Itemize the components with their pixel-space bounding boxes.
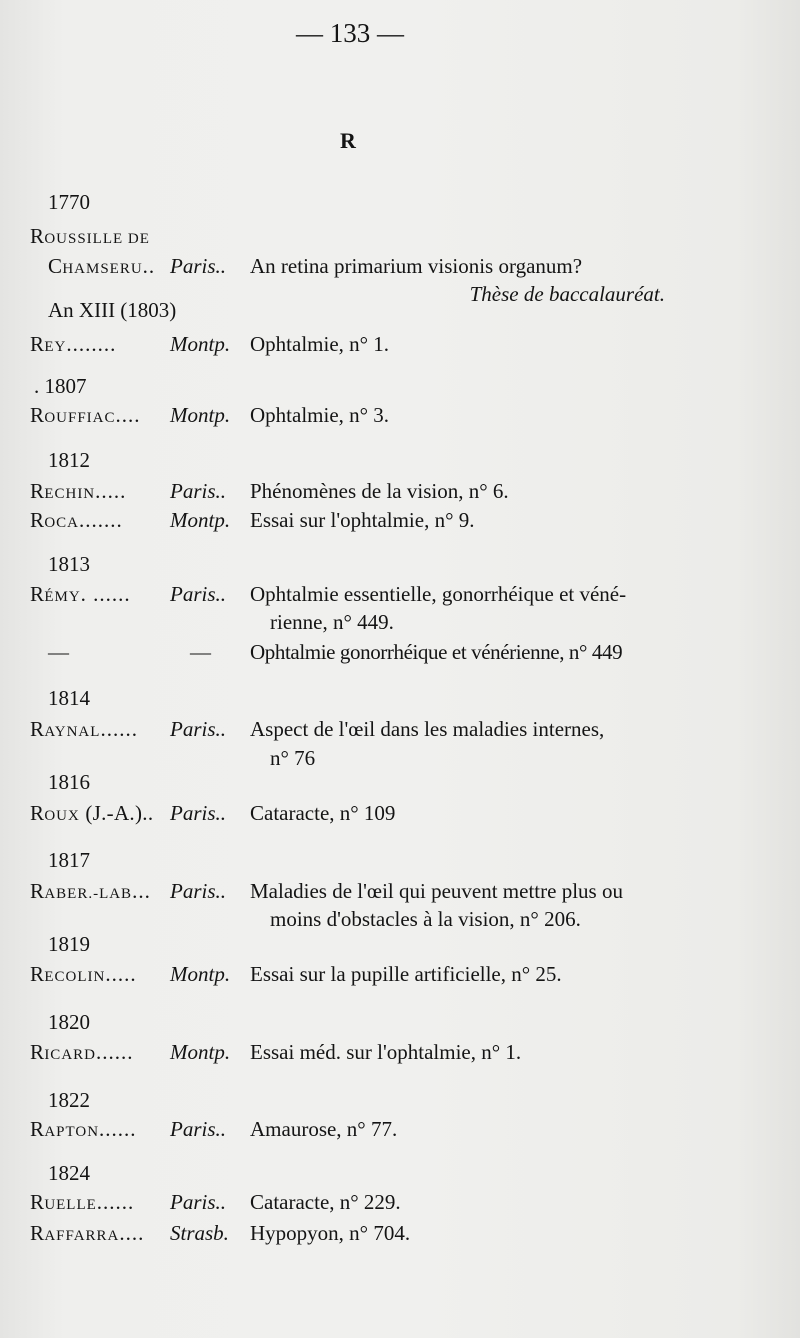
author-name: RAPTON...... (30, 1117, 137, 1141)
city: Montp. (170, 962, 231, 986)
thesis-title: Essai sur l'ophtalmie, n° 9. (250, 508, 475, 532)
year-heading: . 1807 (34, 374, 87, 398)
thesis-title: Cataracte, n° 109 (250, 801, 396, 825)
thesis-title-continued: moins d'obstacles à la vision, n° 206. (270, 907, 581, 931)
author-name: RAYNAL...... (30, 717, 138, 741)
section-letter: R (340, 128, 356, 153)
ditto-dash-author: — (48, 640, 69, 664)
thesis-title: Essai sur la pupille artificielle, n° 25. (250, 962, 562, 986)
city: Paris.. (170, 717, 227, 741)
thesis-title: Maladies de l'œil qui peuvent mettre plus ou (250, 879, 623, 903)
city: Paris.. (170, 1190, 227, 1214)
city: Paris.. (170, 879, 227, 903)
city: Montp. (170, 332, 231, 356)
page-number: — 133 — (296, 18, 404, 48)
thesis-title: Ophtalmie, n° 3. (250, 403, 390, 427)
year-heading: 1816 (48, 770, 90, 794)
author-name: RAFFARRA.... (30, 1221, 145, 1245)
city: Paris.. (170, 801, 227, 825)
author-name: RECOLIN..... (30, 962, 137, 986)
author-name: RUELLE...... (30, 1190, 135, 1214)
author-name: ROCA....... (30, 508, 123, 532)
thesis-title: Aspect de l'œil dans les maladies internes, (250, 717, 605, 741)
year-heading: 1814 (48, 686, 90, 710)
year-heading: 1822 (48, 1088, 90, 1112)
year-heading: 1824 (48, 1161, 90, 1185)
author-name-line1: ROUSSILLE DE (30, 224, 150, 248)
year-heading: 1817 (48, 848, 90, 872)
thesis-title: Ophtalmie essentielle, gonorrhéique et véné- (250, 582, 627, 606)
thesis-title: Ophtalmie, n° 1. (250, 332, 390, 356)
city: Paris.. (170, 582, 227, 606)
year-heading: 1813 (48, 552, 90, 576)
author-name: RECHIN..... (30, 479, 127, 503)
author-name: RICARD...... (30, 1040, 134, 1064)
city: Montp. (170, 403, 231, 427)
city: Paris.. (170, 479, 227, 503)
city: Montp. (170, 1040, 231, 1064)
thesis-title: An retina primarium visionis organum? (250, 254, 583, 278)
thesis-title: Essai méd. sur l'ophtalmie, n° 1. (250, 1040, 522, 1064)
author-name: REY........ (30, 332, 117, 356)
year-heading: 1820 (48, 1010, 90, 1034)
thesis-note: Thèse de baccalauréat. (469, 282, 665, 306)
year-heading: An XIII (1803) (48, 298, 177, 322)
city: Montp. (170, 508, 231, 532)
ditto-dash-city: — (190, 640, 211, 664)
city: Paris.. (170, 254, 227, 278)
thesis-title-continued: n° 76 (270, 746, 316, 770)
thesis-title: Cataracte, n° 229. (250, 1190, 401, 1214)
thesis-title: Amaurose, n° 77. (250, 1117, 398, 1141)
year-heading: 1812 (48, 448, 90, 472)
thesis-title-continued: rienne, n° 449. (270, 610, 394, 634)
thesis-title: Hypopyon, n° 704. (250, 1221, 411, 1245)
city: Strasb. (170, 1221, 229, 1245)
thesis-title: Ophtalmie gonorrhéique et vénérienne, n° 449 (250, 640, 623, 664)
year-heading: 1819 (48, 932, 90, 956)
city: Paris.. (170, 1117, 227, 1141)
author-name: RÉMY. ...... (30, 582, 131, 606)
author-name: CHAMSERU.. (48, 254, 156, 278)
thesis-title: Phénomènes de la vision, n° 6. (250, 479, 509, 503)
author-name: ROUX (J.-A.).. (30, 801, 154, 825)
author-name: RABER.-LAB... (30, 879, 151, 903)
author-name: ROUFFIAC.... (30, 403, 141, 427)
year-heading: 1770 (48, 190, 90, 214)
